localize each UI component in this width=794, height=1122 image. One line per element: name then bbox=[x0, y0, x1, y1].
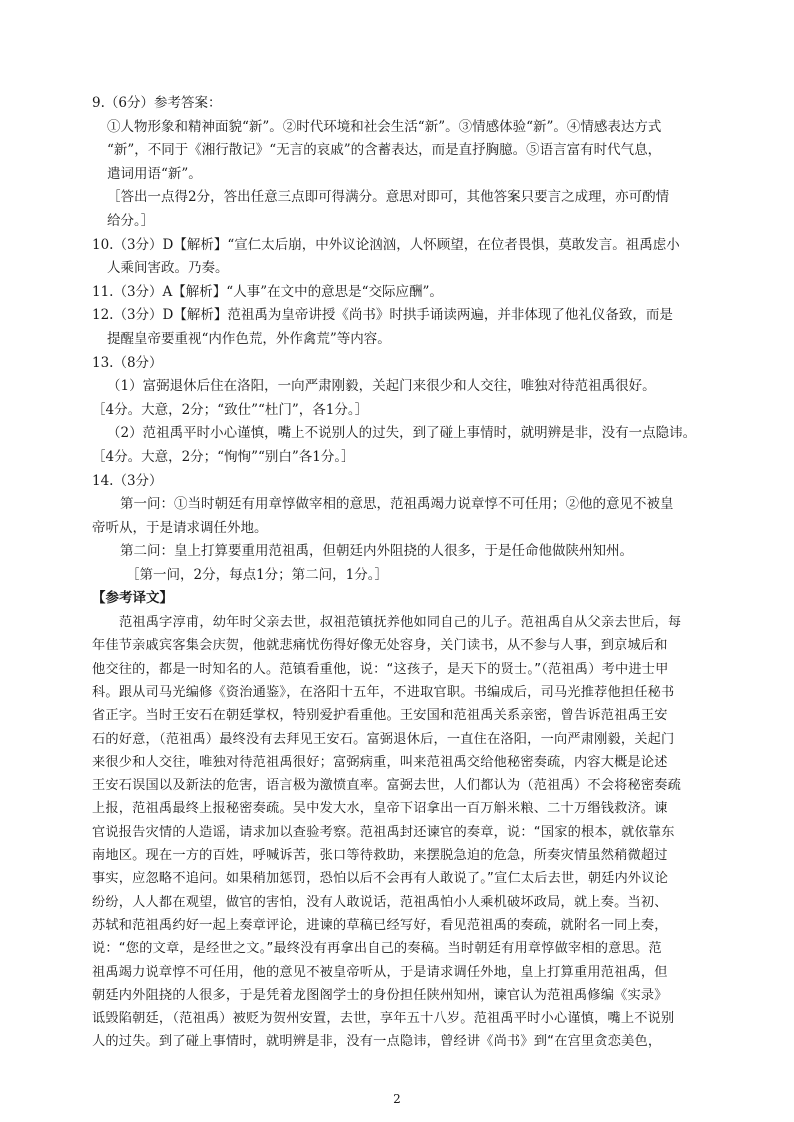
answer-page bbox=[92, 92, 704, 1054]
q10-answer-line: 10.（3分）D【解析】“宣仁太后崩，中外议论汹汹，人怀顾望，在位者畏惧，莫敢发言。祖禹虑小 bbox=[92, 236, 680, 253]
translation-line: 祖禹竭力说章惇不可任用，他的意见不被皇帝听从，于是请求调任外地，皇上打算重用范祖禹，但 bbox=[92, 964, 668, 980]
translation-line: 来很少和人交往，唯独对待范祖禹很好；富弼病重，叫来范祖禹交给他秘密奏疏，内容大概是论述 bbox=[92, 754, 668, 770]
translation-line: 说：“您的文章，是经世之文。”最终没有再拿出自己的奏稿。当时朝廷有用章惇做宰相的意思。范 bbox=[92, 941, 662, 957]
translation-line: 苏轼和范祖禹约好一起上奏章评论，进谏的草稿已经写好，看见范祖禹的奏疏，就附名一同上奏， bbox=[92, 917, 668, 933]
q9-answer-line: ①人物形象和精神面貌“新”。②时代环境和社会生活“新”。③情感体验“新”。④情感表达方式 bbox=[107, 118, 662, 135]
translation-line: 年佳节亲戚宾客集会庆贺，他就悲痛忧伤得好像无处容身，关门读书，从不参与人事，到京城后和 bbox=[92, 638, 668, 654]
q13-scoring-note: ［4分。大意，2分；“恂恂”“别白”各1分。］ bbox=[92, 448, 355, 465]
answer-q13 bbox=[92, 352, 704, 470]
translation-line: 上报，范祖禹最终上报秘密奏疏。吴中发大水，皇帝下诏拿出一百万斛米粮、二十万缗钱救济。谏 bbox=[92, 801, 668, 817]
translation-line: 省正字。当时王安石在朝廷掌权，特别爱护看重他。王安国和范祖禹关系亲密，曾告诉范祖禹王安 bbox=[92, 708, 668, 724]
q9-answer-line: 遣词用语“新”。 bbox=[107, 165, 202, 182]
translation-line: 事实，应忽略不追问。如果稍加惩罚，恐怕以后不会再有人敢说了。”宣仁太后去世，朝廷内外议论 bbox=[92, 871, 669, 887]
q13-answer-line: （1）富弼退休后住在洛阳，一向严肃刚毅，关起门来很少和人交往，唯独对待范祖禹很好。 bbox=[107, 378, 656, 395]
translation-line: 朝廷内外阻挠的人很多，于是凭着龙图阁学士的身份担任陕州知州，谏官认为范祖禹修编《实录》 bbox=[92, 987, 668, 1003]
q13-scoring-note: ［4分。大意，2分；“致仕”“杜门”，各1分。］ bbox=[92, 401, 369, 418]
translation-line: 人的过失。到了碰上事情时，就明辨是非，没有一点隐讳，曾经讲《尚书》到“在宫里贪恋美色， bbox=[92, 1034, 662, 1050]
q14-answer-line: 第二问：皇上打算要重用范祖禹，但朝廷内外阻挠的人很多，于是任命他做陕州知州。 bbox=[120, 543, 633, 560]
q14-title: 14.（3分） bbox=[92, 472, 163, 489]
q9-scoring-note: 给分。］ bbox=[107, 212, 155, 229]
q14-answer-line: 帝听从，于是请求调任外地。 bbox=[92, 519, 268, 536]
q14-scoring-note: ［第一问，2分，每点1分；第二问，1分。］ bbox=[126, 566, 389, 583]
translation-line: 他交往的，都是一时知名的人。范镇看重他，说：“这孩子，是天下的贤士。”（范祖禹）考中进士甲 bbox=[92, 661, 669, 677]
translation-heading: 【参考译文】 bbox=[92, 590, 173, 607]
translation-line: 南地区。现在一方的百姓，呼喊诉苦，张口等待救助，来摆脱急迫的危急，所奏灾情虽然稍微超过 bbox=[92, 848, 668, 864]
answer-q11 bbox=[92, 281, 704, 305]
q9-title: 9.（6分）参考答案： bbox=[92, 95, 222, 111]
answer-q10 bbox=[92, 234, 704, 281]
translation-line: 科。跟从司马光编修《资治通鉴》，在洛阳十五年，不进取官职。书编成后，司马光推荐他担任秘书 bbox=[92, 684, 675, 700]
q13-answer-line: （2）范祖禹平时小心谨慎，嘴上不说别人的过失，到了碰上事情时，就明辨是非，没有一点隐讳。 bbox=[107, 425, 697, 442]
q13-title: 13.（8分） bbox=[92, 354, 163, 371]
translation-line: 官说报告灾情的人造谣，请求加以查验考察。范祖禹封还谏官的奏章，说：“国家的根本，就依靠东 bbox=[92, 824, 675, 840]
translation-line: 诋毁陷朝廷，（范祖禹）被贬为贺州安置，去世，享年五十八岁。范祖禹平时小心谨慎，嘴上不说别 bbox=[92, 1011, 675, 1027]
q12-answer-line: 12.（3分）D【解析】范祖禹为皇帝讲授《尚书》时拱手诵读两遍，并非体现了他礼仪备致，而是 bbox=[92, 307, 673, 324]
q11-answer-line: 11.（3分）A【解析】“人事”在文中的意思是“交际应酬”。 bbox=[92, 283, 443, 300]
page-number: 2 bbox=[393, 1092, 401, 1106]
translation-line: 石的好意，（范祖禹）最终没有去拜见王安石。富弼退休后，一直住在洛阳，一向严肃刚毅，关起门 bbox=[92, 731, 675, 747]
q12-answer-line: 提醒皇帝要重视“内作色荒，外作禽荒”等内容。 bbox=[107, 330, 391, 347]
translation-line: 纷纷，人人都在观望，做官的害怕，没有人敢说话，范祖禹怕小人乘机破坏政局，就上奏。当初、 bbox=[92, 894, 668, 910]
reference-translation bbox=[92, 587, 704, 1053]
q9-scoring-note: ［答出一点得2分，答出任意三点即可得满分。意思对即可，其他答案只要言之成理，亦可酌情 bbox=[107, 189, 670, 206]
q9-answer-line: “新”，不同于《湘行散记》“无言的哀戚”的含蓄表达，而是直抒胸臆。⑤语言富有时代气息， bbox=[107, 142, 662, 159]
answer-q14 bbox=[92, 470, 704, 588]
q10-answer-line: 人乘间害政。乃奏。 bbox=[107, 260, 229, 277]
q14-answer-line: 第一问：①当时朝廷有用章惇做宰相的意思，范祖禹竭力说章惇不可任用；②他的意见不被皇 bbox=[120, 496, 674, 513]
answer-q9 bbox=[92, 92, 704, 234]
translation-line: 王安石误国以及新法的危害，语言极为激愤直率。富弼去世，人们都认为（范祖禹）不会将秘密奏疏 bbox=[92, 778, 682, 794]
answer-q12 bbox=[92, 304, 704, 351]
translation-line: 范祖禹字淳甫，幼年时父亲去世，叔祖范镇抚养他如同自己的儿子。范祖禹自从父亲去世后，每 bbox=[119, 615, 682, 631]
